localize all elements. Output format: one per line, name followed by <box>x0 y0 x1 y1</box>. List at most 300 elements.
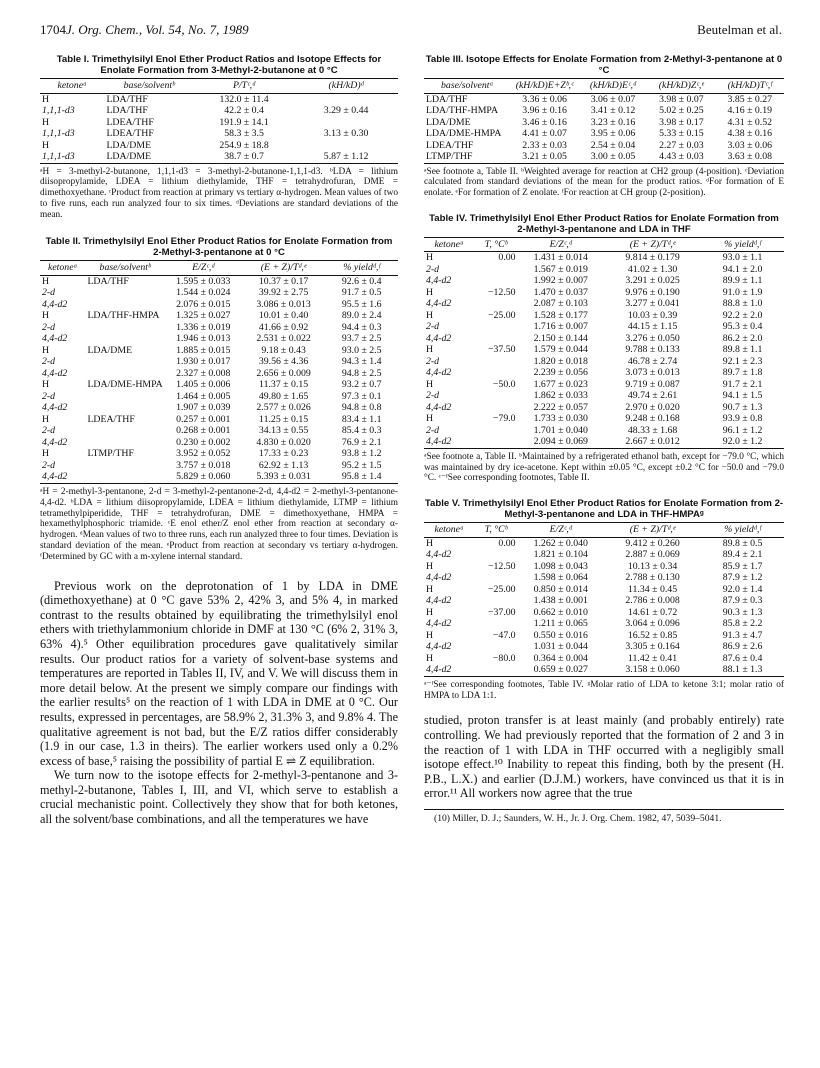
table-row <box>40 437 398 449</box>
table-3-header-row <box>424 79 784 94</box>
table-4-header: ketoneᵃ <box>424 237 474 252</box>
table-cell: 4.41 ± 0.07 <box>522 128 567 139</box>
table-row <box>424 664 784 676</box>
table-cell: 1.098 ± 0.043 <box>533 560 588 572</box>
table-3 <box>424 54 784 199</box>
table-cell: 0.00 <box>498 537 516 549</box>
table-cell: 3.23 ± 0.16 <box>590 116 636 128</box>
table-cell: 87.9 ± 0.3 <box>722 595 763 607</box>
table-cell <box>474 641 517 653</box>
table-cell <box>474 390 517 402</box>
table-cell: 2.094 ± 0.069 <box>518 436 604 448</box>
table-cell <box>474 618 517 630</box>
table-cell: 1,1,1-d3 <box>40 151 104 163</box>
table-cell: 89.7 ± 1.8 <box>722 367 763 379</box>
table-cell: 87.9 ± 1.2 <box>722 572 763 584</box>
table-cell: H <box>426 378 434 390</box>
page-number: 1704 <box>40 22 66 37</box>
table-1-header: P/Tᶜ,ᵈ <box>194 79 294 94</box>
table-cell: 2.087 ± 0.103 <box>533 298 588 310</box>
table-row <box>424 333 784 345</box>
table-cell: 2.222 ± 0.057 <box>533 401 588 413</box>
table-5-header-row <box>424 523 784 538</box>
table-cell: 34.13 ± 0.55 <box>258 425 309 437</box>
table-cell: −12.50 <box>488 560 516 572</box>
table-cell: LDA/THF-HMPA <box>87 310 160 322</box>
table-cell: 1.262 ± 0.040 <box>533 537 588 549</box>
body-text-right <box>424 713 784 824</box>
table-1-header: (kH/kD)ᵈ <box>294 79 398 94</box>
journal-citation: J. Org. Chem., Vol. 54, No. 7, 1989 <box>66 22 249 37</box>
table-5-grid <box>424 522 784 677</box>
table-cell: LDA/THF <box>87 275 129 287</box>
table-cell: 1.598 ± 0.064 <box>533 572 588 584</box>
table-row <box>424 151 784 163</box>
table-row <box>40 93 398 105</box>
table-5-header: T, °Cᵇ <box>474 523 517 538</box>
table-cell: 2.327 ± 0.008 <box>176 367 231 379</box>
table-cell: 38.7 ± 0.7 <box>194 151 294 163</box>
table-4-title: Table IV. Trimethylsilyl Enol Ether Product Ratios for Enolate Formation from 2-Methyl-3-pentanone and LDA in THF <box>429 212 779 235</box>
table-cell: 2.656 ± 0.009 <box>256 367 311 379</box>
table-cell: 4.38 ± 0.16 <box>727 128 773 139</box>
table-row <box>40 356 398 368</box>
table-row <box>40 333 398 345</box>
table-cell: 3.073 ± 0.013 <box>625 367 680 379</box>
table-cell: LTMP/THF <box>87 448 134 460</box>
table-cell: 89.4 ± 2.1 <box>722 549 763 561</box>
table-cell: LDEA/THF <box>87 413 135 425</box>
table-cell: 5.393 ± 0.031 <box>242 471 326 483</box>
table-cell: LDA/THF <box>106 105 148 116</box>
table-cell: 93.0 ± 2.5 <box>341 344 382 356</box>
table-3-footnote: ᵃSee footnote a, Table II. ᵇWeighted average for reaction at CH2 group (4-position). ᶜDeviation calculated from standard deviations of the mean for the product ratios. ᵈFor formation of E enolate. ᵉFor formation of Z enolate. ᶠFor reaction at CH group (2-position). <box>424 166 784 199</box>
table-4-header: E/Zᶜ,ᵈ <box>518 237 604 252</box>
table-cell <box>85 391 164 403</box>
table-2-body <box>40 275 398 483</box>
table-1-footnote: ᵃH = 3-methyl-2-butanone, 1,1,1-d3 = 3-methyl-2-butanone-1,1,1-d3. ᵇLDA = lithium diisopropylamide, LDEA = lithium diethylamide, THF = tetrahydrofuran, DME = dimethoxyethane. ᶜProduct from reaction at primary vs tertiary α-hydrogen. Mean values of two to five runs, each run analyzed four to six times. ᵈDeviations are standard deviations of the mean. <box>40 166 398 220</box>
table-row <box>40 402 398 414</box>
table-cell: LDA/THF <box>106 93 148 105</box>
table-cell: 3.086 ± 0.013 <box>256 298 311 310</box>
table-cell: 91.0 ± 1.9 <box>722 286 763 298</box>
table-row <box>40 275 398 287</box>
table-cell: 5.829 ± 0.060 <box>165 471 242 483</box>
table-4-body <box>424 252 784 449</box>
table-row <box>424 356 784 368</box>
table-cell: 91.3 ± 4.7 <box>722 629 763 641</box>
table-row <box>424 653 784 665</box>
table-5-header: % yieldᵈ,ᶠ <box>701 523 784 538</box>
table-cell: 85.4 ± 0.3 <box>341 425 382 437</box>
table-cell: 1.885 ± 0.015 <box>176 344 231 356</box>
table-cell: 2.788 ± 0.130 <box>625 572 680 584</box>
table-cell: −37.00 <box>488 606 516 618</box>
table-cell: 49.80 ± 1.65 <box>258 390 309 402</box>
table-1-header: ketoneᵃ <box>40 79 104 94</box>
table-cell: 1.579 ± 0.044 <box>533 344 588 356</box>
table-cell: 4,4-d2 <box>426 549 452 561</box>
table-cell: 1.528 ± 0.177 <box>533 309 588 321</box>
table-row <box>424 425 784 437</box>
table-cell: 1.701 ± 0.040 <box>533 424 588 436</box>
table-cell: 2-d <box>42 287 56 299</box>
table-cell: 83.4 ± 1.1 <box>341 413 382 425</box>
table-cell <box>474 664 517 676</box>
table-cell: 1,1,1-d3 <box>42 105 75 116</box>
table-cell: 11.25 ± 0.15 <box>259 413 309 425</box>
table-cell: −37.50 <box>488 344 516 356</box>
table-row <box>40 448 398 460</box>
table-cell: 4,4-d2 <box>426 367 452 379</box>
table-cell: H <box>426 413 434 425</box>
table-cell: 0.659 ± 0.027 <box>518 664 604 676</box>
table-cell: 132.0 ± 11.4 <box>219 93 269 105</box>
table-cell: 10.37 ± 0.17 <box>258 275 309 287</box>
table-cell: LDA/THF-HMPA <box>426 105 499 116</box>
table-cell: 92.1 ± 2.3 <box>722 355 763 367</box>
table-cell: 42.2 ± 0.4 <box>224 105 264 116</box>
table-cell: 1.862 ± 0.033 <box>533 390 588 402</box>
table-cell: 5.33 ± 0.15 <box>659 128 704 139</box>
table-row <box>40 299 398 311</box>
table-row <box>40 128 398 140</box>
table-cell: 3.00 ± 0.05 <box>579 151 647 163</box>
table-cell: 3.21 ± 0.05 <box>510 151 578 163</box>
table-row <box>40 471 398 483</box>
table-row <box>424 379 784 391</box>
table-cell <box>474 275 517 287</box>
table-cell: 94.4 ± 0.3 <box>341 321 382 333</box>
table-cell: 76.9 ± 2.1 <box>341 436 382 448</box>
table-cell: H <box>42 379 50 391</box>
table-cell: 3.46 ± 0.16 <box>522 116 567 128</box>
table-5-body <box>424 537 784 676</box>
table-cell: 48.33 ± 1.68 <box>627 424 678 436</box>
table-cell: 3.36 ± 0.06 <box>522 93 567 105</box>
table-cell <box>474 549 517 561</box>
table-cell: 4,4-d2 <box>42 298 68 310</box>
table-cell: 91.7 ± 2.1 <box>722 378 763 390</box>
table-cell: 1.336 ± 0.019 <box>176 321 231 333</box>
table-cell: H <box>426 537 434 549</box>
table-cell: 3.06 ± 0.07 <box>590 93 636 105</box>
table-cell <box>474 367 517 379</box>
table-cell: 88.1 ± 1.3 <box>701 664 784 676</box>
table-row <box>424 287 784 299</box>
table-cell: 86.9 ± 2.6 <box>722 641 763 653</box>
reference-10: (10) Miller, D. J.; Saunders, W. H., Jr. J. Org. Chem. 1982, 47, 5039–5041. <box>434 812 722 824</box>
table-cell: LDA/THF <box>426 93 468 105</box>
table-cell: 11.42 ± 0.41 <box>628 652 678 664</box>
table-cell: LDA/DME <box>426 116 471 128</box>
table-cell: 1.325 ± 0.027 <box>176 310 231 322</box>
table-cell: 94.3 ± 1.4 <box>341 356 382 368</box>
table-row <box>424 310 784 322</box>
table-cell <box>85 322 164 334</box>
table-cell: 4,4-d2 <box>42 436 68 448</box>
table-cell: 96.1 ± 1.2 <box>722 424 763 436</box>
table-cell <box>474 436 517 448</box>
table-cell <box>85 368 164 380</box>
table-cell: 85.8 ± 2.2 <box>722 618 763 630</box>
table-cell: 4,4-d2 <box>426 401 452 413</box>
table-cell: 92.2 ± 2.0 <box>722 309 763 321</box>
table-cell: 1.930 ± 0.017 <box>176 356 231 368</box>
table-1-grid <box>40 78 398 164</box>
table-cell: 85.9 ± 1.7 <box>722 560 763 572</box>
table-cell: 90.7 ± 1.3 <box>722 401 763 413</box>
table-4-footnote: ᵃSee footnote a, Table II. ᵇMaintained by a refrigerated ethanol bath, except for −79.0 °C, which was maintained by dry ice-acetone. Kept within ±0.05 °C, except ±0.2 °C for −50.0 and −79.0 °C. ᶜ⁻ᶠSee corresponding footnotes, Table II. <box>424 451 784 484</box>
table-row <box>424 344 784 356</box>
table-cell: 0.268 ± 0.001 <box>176 425 231 437</box>
table-cell: 3.95 ± 0.06 <box>590 128 636 139</box>
reference-divider <box>424 809 784 810</box>
table-cell: 4,4-d2 <box>42 333 68 345</box>
table-cell <box>474 402 517 414</box>
table-cell: 3.064 ± 0.096 <box>625 618 680 630</box>
table-cell: 2-d <box>426 321 440 333</box>
table-1-title: Table I. Trimethylsilyl Enol Ether Product Ratios and Isotope Effects for Enolate Formation from 3-Methyl-2-butanone at 0 °C <box>56 54 382 76</box>
table-cell: 89.0 ± 2.4 <box>341 310 382 322</box>
table-2-grid <box>40 260 398 484</box>
table-cell: 5.87 ± 1.12 <box>294 151 398 163</box>
table-cell: 4.830 ± 0.020 <box>256 436 311 448</box>
table-5-header: ketoneᵃ <box>424 523 474 538</box>
table-cell: 1.992 ± 0.007 <box>533 275 588 287</box>
table-4-header: (E + Z)/Tᵈ,ᵉ <box>604 237 701 252</box>
table-cell: 3.757 ± 0.018 <box>176 459 231 471</box>
table-row <box>424 584 784 596</box>
table-row <box>424 117 784 129</box>
table-row <box>424 321 784 333</box>
table-cell: 1.431 ± 0.014 <box>533 252 588 264</box>
table-2-header: % yieldᵈ,ᶠ <box>325 261 398 276</box>
table-cell: −50.0 <box>492 378 516 390</box>
table-cell: H <box>426 344 434 356</box>
table-cell: 4,4-d2 <box>426 275 452 287</box>
table-cell: H <box>42 310 50 322</box>
table-cell: 1.946 ± 0.013 <box>176 333 231 345</box>
table-row <box>40 460 398 472</box>
table-cell: 86.2 ± 2.0 <box>722 332 763 344</box>
table-2-header: (E + Z)/Tᵈ,ᵉ <box>242 261 326 276</box>
table-cell: 2.667 ± 0.012 <box>604 436 701 448</box>
table-cell: 10.13 ± 0.34 <box>627 560 678 572</box>
table-cell: H <box>426 286 434 298</box>
table-cell: 3.13 ± 0.30 <box>323 128 369 139</box>
table-row <box>424 436 784 448</box>
table-cell: 3.41 ± 0.12 <box>590 105 636 116</box>
table-2-header-row <box>40 261 398 276</box>
table-cell: 4.16 ± 0.19 <box>727 105 773 116</box>
table-5 <box>424 498 784 701</box>
table-cell: 10.01 ± 0.40 <box>258 310 309 322</box>
table-cell: 2.786 ± 0.008 <box>625 595 680 607</box>
table-row <box>40 105 398 117</box>
table-cell: 95.8 ± 1.4 <box>325 471 398 483</box>
table-row <box>40 287 398 299</box>
table-cell <box>474 264 517 276</box>
table-cell: 3.291 ± 0.025 <box>625 275 680 287</box>
table-1-header-row <box>40 79 398 94</box>
table-row <box>424 367 784 379</box>
table-cell <box>85 437 164 449</box>
body-text-left <box>40 579 398 827</box>
table-cell: H <box>426 309 434 321</box>
table-cell: 44.15 ± 1.15 <box>627 321 678 333</box>
table-cell: H <box>426 606 434 618</box>
running-author: Beutelman et al. <box>697 22 782 37</box>
table-cell: 2-d <box>42 390 56 402</box>
table-cell: 1.405 ± 0.006 <box>176 379 231 391</box>
table-cell: 4,4-d2 <box>426 618 452 630</box>
table-row <box>424 105 784 117</box>
table-row <box>424 264 784 276</box>
table-cell: 93.7 ± 2.5 <box>341 333 382 345</box>
table-row <box>424 572 784 584</box>
table-cell: 9.18 ± 0.43 <box>261 344 306 356</box>
table-cell: 4,4-d2 <box>426 298 452 310</box>
table-row <box>40 391 398 403</box>
table-cell: H <box>42 275 50 287</box>
table-cell: 90.3 ± 1.3 <box>722 606 763 618</box>
table-cell <box>294 117 398 129</box>
table-cell: 2-d <box>426 424 440 436</box>
table-cell: 4,4-d2 <box>42 402 68 414</box>
table-cell: 4,4-d2 <box>424 436 474 448</box>
page-header <box>40 22 782 40</box>
table-cell: 46.78 ± 2.74 <box>627 355 678 367</box>
table-cell: H <box>426 583 434 595</box>
table-row <box>424 413 784 425</box>
table-cell <box>294 140 398 152</box>
table-cell: 9.814 ± 0.179 <box>625 252 680 264</box>
table-2-header: base/solventᵇ <box>85 261 164 276</box>
table-cell: 2.887 ± 0.069 <box>625 549 680 561</box>
table-1 <box>40 54 398 220</box>
table-3-header: (kH/kD)E+Zᵇ,ᶜ <box>510 79 578 94</box>
table-cell <box>85 471 164 483</box>
table-cell: 4,4-d2 <box>426 332 452 344</box>
table-cell: 3.276 ± 0.050 <box>625 332 680 344</box>
table-row <box>40 425 398 437</box>
table-cell: 9.719 ± 0.087 <box>625 378 680 390</box>
table-cell: 39.92 ± 2.75 <box>258 287 309 299</box>
table-row <box>424 390 784 402</box>
table-cell: 3.29 ± 0.44 <box>323 105 369 116</box>
table-row <box>424 549 784 561</box>
table-cell: LDEA/THF <box>106 128 154 139</box>
table-cell: 2.27 ± 0.03 <box>659 139 704 151</box>
table-2-header: E/Zᶜ,ᵈ <box>165 261 242 276</box>
table-cell: 9.412 ± 0.260 <box>625 537 680 549</box>
table-cell: 89.8 ± 0.5 <box>722 537 763 549</box>
table-cell <box>85 287 164 299</box>
table-cell: 0.00 <box>498 252 516 264</box>
table-cell: 88.8 ± 1.0 <box>722 298 763 310</box>
table-cell: 2.239 ± 0.056 <box>533 367 588 379</box>
table-cell: 92.0 ± 1.2 <box>701 436 784 448</box>
table-cell: 3.277 ± 0.041 <box>625 298 680 310</box>
table-cell: 11.34 ± 0.45 <box>628 583 678 595</box>
table-cell: 4,4-d2 <box>42 367 68 379</box>
table-2-title: Table II. Trimethylsilyl Enol Ether Product Ratios for Enolate Formation from 2-Methyl-3-pentanone at 0 °C <box>45 236 393 259</box>
table-cell: H <box>42 413 50 425</box>
table-5-footnote: ᵃ⁻ᶠSee corresponding footnotes, Table IV. ᵍMolar ratio of LDA to ketone 3:1; molar ratio of HMPA to LDA 1:1. <box>424 679 784 701</box>
table-cell: 3.98 ± 0.07 <box>659 93 704 105</box>
table-3-title: Table III. Isotope Effects for Enolate Formation from 2-Methyl-3-pentanone at 0 °C <box>425 54 783 76</box>
table-cell: 89.9 ± 1.1 <box>722 275 763 287</box>
table-cell: 1,1,1-d3 <box>42 128 75 139</box>
table-row <box>424 630 784 642</box>
table-cell <box>474 298 517 310</box>
table-row <box>40 322 398 334</box>
table-cell: H <box>426 629 434 641</box>
table-cell: 3.03 ± 0.06 <box>727 139 773 151</box>
table-cell <box>474 356 517 368</box>
table-cell: 2.150 ± 0.144 <box>533 332 588 344</box>
table-cell: 2-d <box>42 321 56 333</box>
table-cell: 17.33 ± 0.23 <box>258 448 309 460</box>
table-cell <box>474 572 517 584</box>
table-cell: −47.0 <box>492 629 516 641</box>
table-3-header: base/solventᵃ <box>424 79 510 94</box>
table-cell: 2-d <box>426 355 440 367</box>
table-5-header: E/Zᶜ,ᵈ <box>518 523 604 538</box>
table-cell: 2.577 ± 0.026 <box>256 402 311 414</box>
table-cell: 4,4-d2 <box>426 572 452 584</box>
table-cell: −79.0 <box>492 413 516 425</box>
table-cell: 3.63 ± 0.08 <box>716 151 784 163</box>
table-4-grid <box>424 237 784 449</box>
table-cell: 94.1 ± 2.0 <box>722 263 763 275</box>
table-cell: 95.2 ± 1.5 <box>341 459 382 471</box>
table-cell <box>294 93 398 105</box>
left-column <box>40 54 398 827</box>
table-row <box>424 275 784 287</box>
table-cell: H <box>42 116 50 128</box>
table-cell: 9.976 ± 0.190 <box>625 286 680 298</box>
table-cell: H <box>42 93 50 105</box>
table-cell: 87.6 ± 0.4 <box>722 652 763 664</box>
paragraph: Previous work on the deprotonation of 1 by LDA in DME (dimethoxyethane) at 0 °C gave 53% 2, 42% 3, and 5% 4, in marked contrast to the results obtained by equilibrating the trimethylsilyl enol ethers with triethylammonium chloride in DMF at 130 °C (6% 2, 31% 3, 63% 4).⁵ Other equilibration procedures gave qualitatively similar results. Our product ratios for a variety of solvent-base systems and temperatures are reported in Tables II, IV, and V. We will discuss them in more detail below. At the present we simply compare our findings with the earlier results⁵ on the reaction of 1 with LDA in DME at 0 °C. Our results, expressed in percentages, are 58.9% 2, 31.3% 3, and 9.8% 4. The qualitative agreement is not bad, but the E/Z ratios differ considerably (1.9 in our case, 1.3 in theirs). The earlier workers used only a 0.2% excess of base,⁵ raising the possibility of partial E ⇌ Z equilibration. <box>40 578 398 768</box>
table-cell: 4.31 ± 0.52 <box>727 116 773 128</box>
paragraph: studied, proton transfer is at least mainly (and probably entirely) rate controlling. We had previously reported that the formation of 2 and 3 in the reaction of 1 with LDA in THF occurred with a negligibly small isotope effect.¹⁰ Inability to repeat this finding, both by the present (H. P.B., L.X.) and earlier (D.J.M.) workers, have convinced us that it is in error.¹¹ All workers now agree that the true <box>424 713 784 801</box>
table-cell: H <box>426 652 434 664</box>
table-cell: 2-d <box>42 356 56 368</box>
table-cell: LDA/DME <box>104 151 194 163</box>
table-row <box>424 128 784 140</box>
table-3-header: (kH/kD)Tᶜ,ᶠ <box>716 79 784 94</box>
table-cell: 49.74 ± 2.61 <box>627 390 678 402</box>
table-row <box>424 93 784 105</box>
table-row <box>424 402 784 414</box>
table-1-header: base/solventᵇ <box>104 79 194 94</box>
table-cell: 95.3 ± 0.4 <box>722 321 763 333</box>
table-cell <box>474 321 517 333</box>
table-cell: −25.00 <box>488 583 516 595</box>
table-cell: 94.8 ± 2.5 <box>341 367 382 379</box>
table-row <box>424 537 784 549</box>
table-cell: −25.00 <box>488 309 516 321</box>
table-row <box>40 140 398 152</box>
table-cell: 16.52 ± 0.85 <box>627 629 678 641</box>
table-cell: 2-d <box>42 425 56 437</box>
table-row <box>424 298 784 310</box>
table-3-header: (kH/kD)Zᶜ,ᵉ <box>647 79 715 94</box>
table-cell: 3.85 ± 0.27 <box>727 93 773 105</box>
